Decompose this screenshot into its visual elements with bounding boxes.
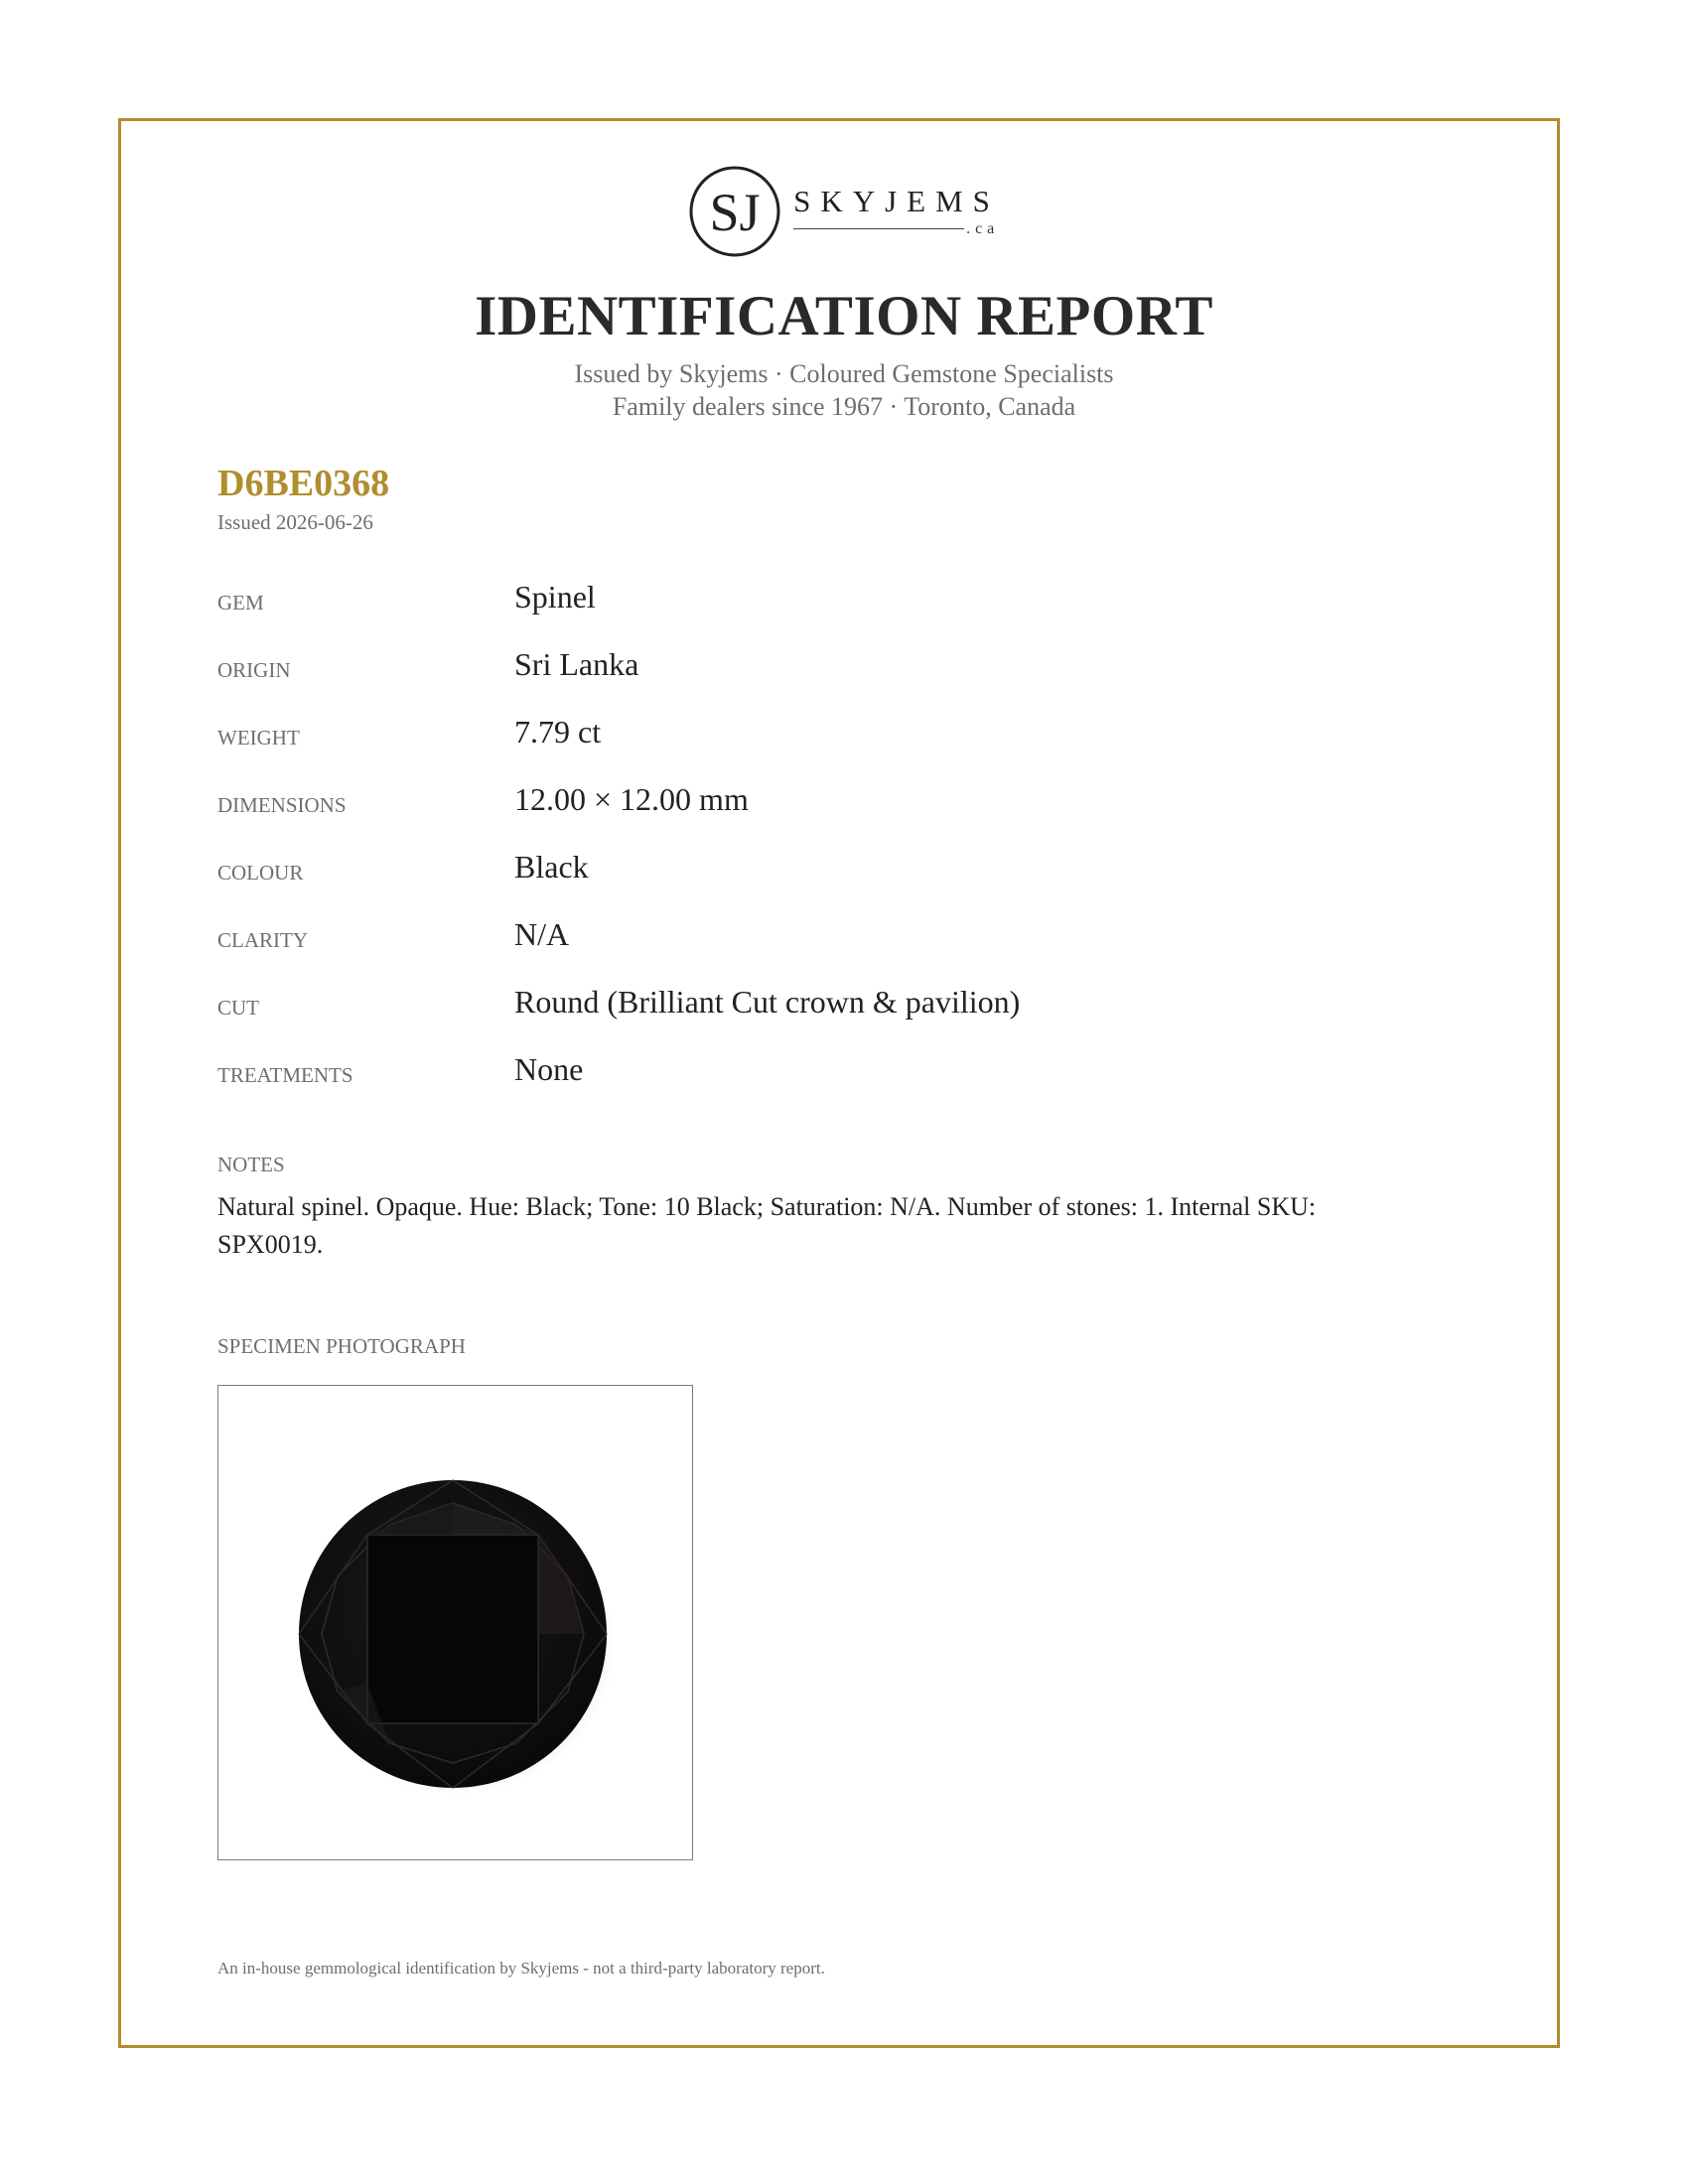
field-value-treatments: None [514,1051,584,1087]
field-value-cut: Round (Brilliant Cut crown & pavilion) [514,984,1021,1020]
logo-wordmark: SKYJEMS [793,183,1000,218]
field-label-gem: GEM [217,591,264,614]
issued-date: Issued 2026-06-26 [217,510,373,534]
logo-text-block [793,183,1000,238]
report-title: IDENTIFICATION REPORT [475,285,1213,347]
field-row-colour [217,849,1409,888]
field-label-weight: WEIGHT [217,726,300,750]
black-spinel-gemstone-icon [218,1386,691,1858]
field-value-dimensions: 12.00 × 12.00 mm [514,781,749,817]
logo-rule [793,228,964,229]
field-row-clarity [217,916,1409,956]
specimen-photo-label: SPECIMEN PHOTOGRAPH [217,1334,466,1358]
field-value-colour: Black [514,849,589,885]
footer-disclaimer: An in-house gemmological identification by Skyjems - not a third-party laboratory report. [217,1959,825,1978]
logo-domain: .ca [966,219,1000,237]
field-row-gem [217,579,1409,618]
report-subtitle-location: Family dealers since 1967 · Toronto, Canada [612,392,1076,421]
field-row-origin [217,646,1409,686]
field-row-treatments [217,1051,1409,1091]
field-label-colour: COLOUR [217,861,304,885]
field-label-dimensions: DIMENSIONS [217,793,347,817]
field-row-cut [217,984,1409,1024]
notes-text: Natural spinel. Opaque. Hue: Black; Tone: 10 Black; Saturation: N/A. Number of stones: 1. Internal SKU: SPX0019. [217,1192,1317,1259]
sj-monogram-logo-icon [688,165,781,258]
field-label-cut: CUT [217,996,259,1020]
field-row-dimensions [217,781,1409,821]
logo-monogram-text: SJ [709,183,761,242]
brand-logo [0,165,1688,258]
notes-label: NOTES [217,1153,285,1176]
field-row-weight [217,714,1409,753]
specimen-photo-frame [217,1385,693,1860]
field-value-clarity: N/A [514,916,570,952]
field-value-weight: 7.79 ct [514,714,602,750]
field-value-gem: Spinel [514,579,596,614]
report-id: D6BE0368 [217,463,390,504]
field-label-clarity: CLARITY [217,928,308,952]
field-label-origin: ORIGIN [217,658,291,682]
field-label-treatments: TREATMENTS [217,1063,353,1087]
brand-logo-inner [688,165,1000,258]
report-subtitle-issuer: Issued by Skyjems · Coloured Gemstone Specialists [574,359,1114,388]
field-value-origin: Sri Lanka [514,646,639,682]
logo-sub-row [793,220,999,238]
